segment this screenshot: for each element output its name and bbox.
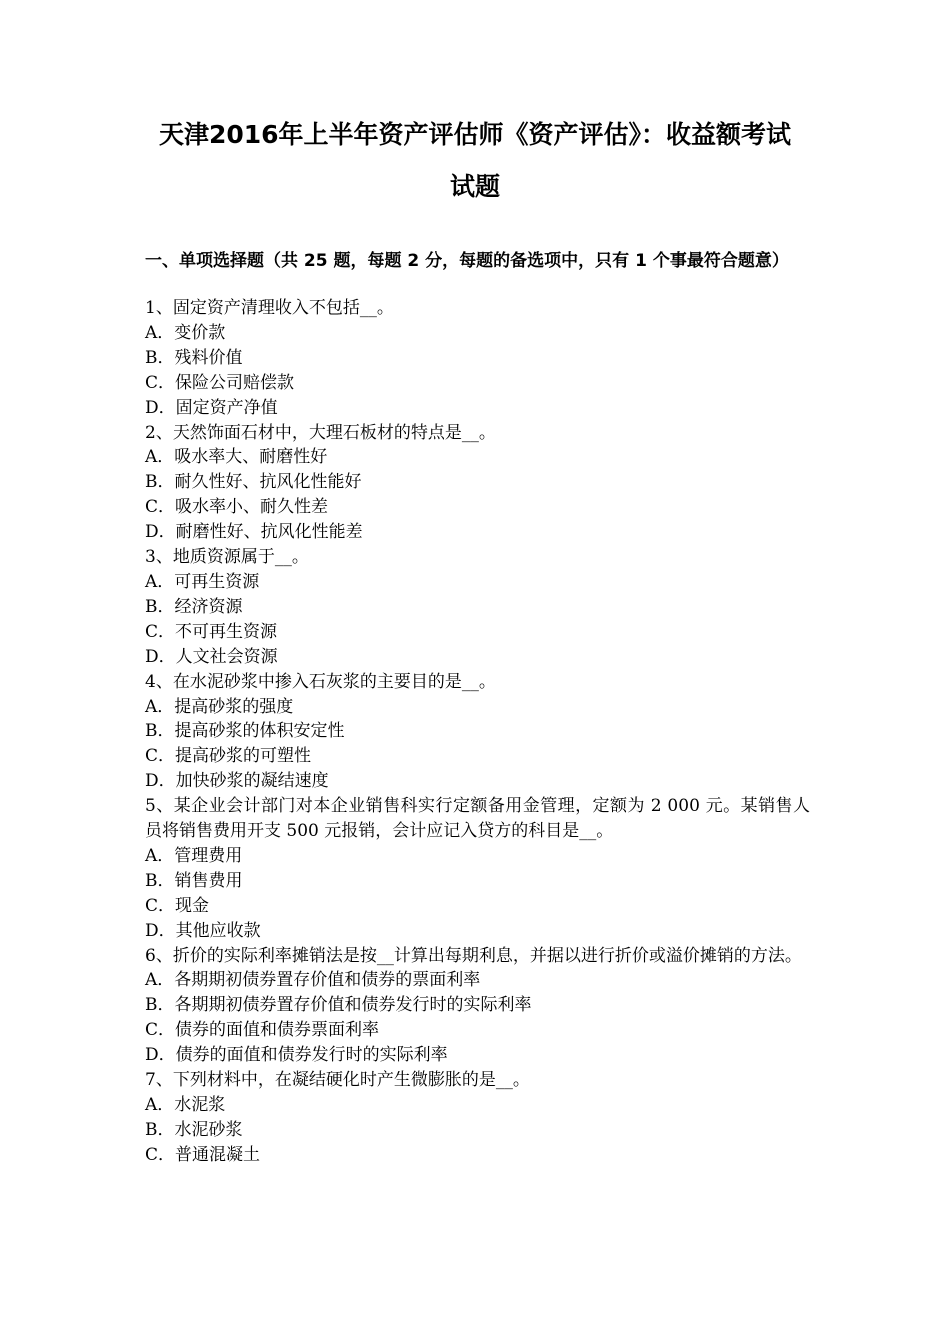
question-1-option-c: C．保险公司赔偿款: [145, 372, 295, 393]
question-1-option-d: D．固定资产净值: [145, 397, 278, 418]
question-3-option-b: B．经济资源: [145, 596, 243, 617]
question-1-stem: 1、固定资产清理收入不包括__。: [145, 298, 394, 318]
question-7-option-c: C．普通混凝土: [145, 1144, 261, 1165]
question-5-option-d: D．其他应收款: [145, 920, 261, 941]
question-6-option-a: A．各期期初债券置存价值和债券的票面利率: [145, 970, 481, 991]
question-2-option-a: A．吸水率大、耐磨性好: [145, 447, 328, 468]
question-6-option-b: B．各期期初债券置存价值和债券发行时的实际利率: [145, 995, 532, 1016]
question-4-option-d: D．加快砂浆的凝结速度: [145, 771, 329, 792]
question-1-option-a: A．变价款: [145, 322, 226, 343]
question-list: [145, 296, 810, 1168]
question-3-option-d: D．人文社会资源: [145, 646, 278, 667]
document-title-line-2: 试题: [449, 172, 500, 201]
question-5-stem: 5、某企业会计部门对本企业销售科实行定额备用金管理，定额为 2 000 元。某销售人员将销售费用开支 500 元报销，会计应记入贷方的科目是__。: [145, 796, 810, 842]
question-3-option-a: A．可再生资源: [145, 571, 260, 592]
section-heading: 一、单项选择题（共 25 题，每题 2 分，每题的备选项中，只有 1 个事最符合题意）: [145, 251, 789, 271]
question-5-option-b: B．销售费用: [145, 870, 243, 891]
question-2-stem: 2、天然饰面石材中，大理石板材的特点是__。: [145, 422, 496, 443]
question-5-option-a: A．管理费用: [145, 845, 243, 866]
question-1-option-b: B．残料价值: [145, 347, 243, 368]
question-4-option-b: B．提高砂浆的体积安定性: [145, 721, 345, 742]
question-5-option-c: C．现金: [145, 895, 210, 916]
question-4-stem: 4、在水泥砂浆中掺入石灰浆的主要目的是__。: [145, 671, 496, 692]
question-4-option-a: A．提高砂浆的强度: [145, 696, 294, 717]
question-7-stem: 7、下列材料中，在凝结硬化时产生微膨胀的是__。: [145, 1070, 530, 1091]
question-2-option-b: B．耐久性好、抗风化性能好: [145, 472, 362, 493]
question-7-option-a: A．水泥浆: [145, 1095, 226, 1115]
document-title-line-1: 天津2016年上半年资产评估师《资产评估》：收益额考试: [158, 120, 792, 149]
question-6-stem: 6、折价的实际利率摊销法是按__计算出每期利息，并据以进行折价或溢价摊销的方法。: [145, 945, 802, 966]
question-7-option-b: B．水泥砂浆: [145, 1119, 243, 1140]
question-6-option-d: D．债券的面值和债券发行时的实际利率: [145, 1045, 448, 1066]
question-4-option-c: C．提高砂浆的可塑性: [145, 746, 312, 767]
question-2-option-d: D．耐磨性好、抗风化性能差: [145, 522, 363, 543]
question-3-option-c: C．不可再生资源: [145, 621, 278, 642]
question-2-option-c: C．吸水率小、耐久性差: [145, 497, 329, 518]
question-6-option-c: C．债券的面值和债券票面利率: [145, 1020, 380, 1041]
question-3-stem: 3、地质资源属于__。: [145, 547, 309, 568]
